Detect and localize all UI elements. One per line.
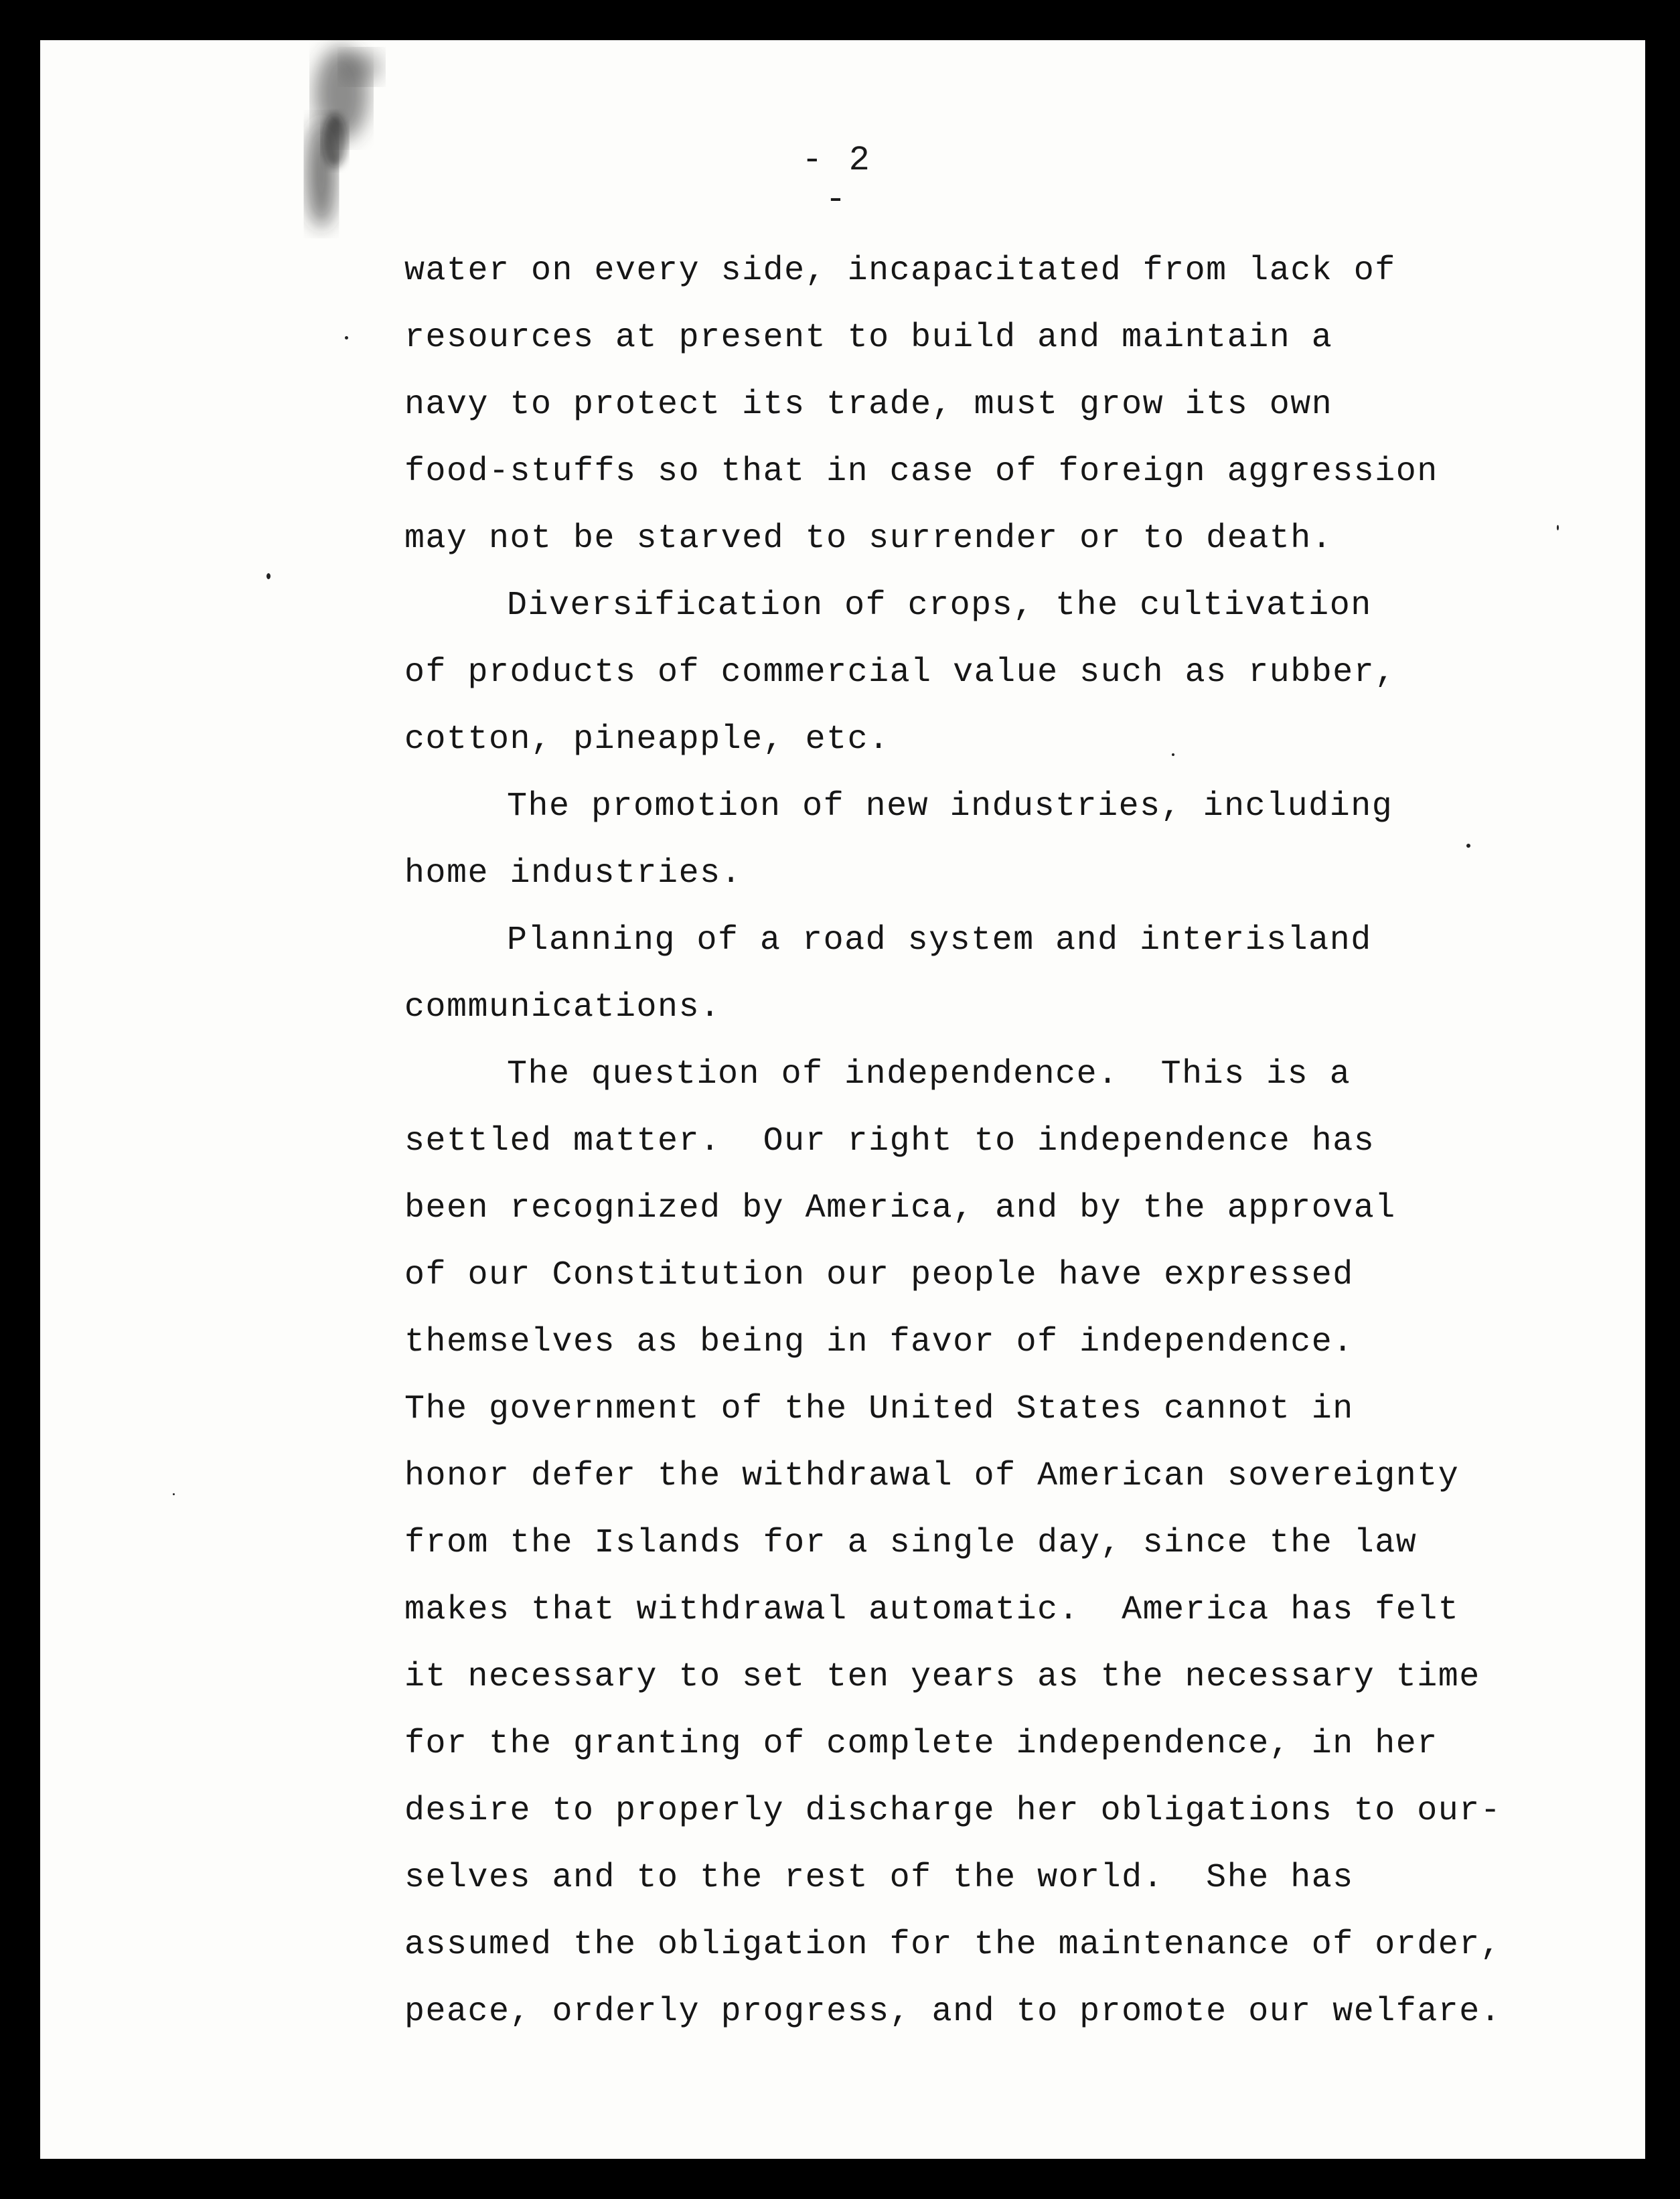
text-line: selves and to the rest of the world. She has [404, 1859, 1354, 1897]
text-line: may not be starved to surrender or to death. [404, 520, 1333, 558]
text-line: settled matter. Our right to independence has [404, 1122, 1375, 1160]
text-line: resources at present to build and maintain a [404, 319, 1333, 357]
speck [345, 336, 348, 339]
text-line: desire to properly discharge her obligations to our- [404, 1792, 1502, 1830]
text-line: communications. [404, 988, 721, 1027]
text-line: navy to protect its trade, must grow its own [404, 386, 1333, 424]
text-line: themselves as being in favor of independence. [404, 1323, 1354, 1361]
text-line: makes that withdrawal automatic. America has felt [404, 1591, 1460, 1629]
speck [173, 1493, 175, 1495]
body-text [404, 238, 1543, 2046]
text-line: The promotion of new industries, including [507, 787, 1393, 826]
text-line: The government of the United States cannot in [404, 1390, 1354, 1428]
text-line: peace, orderly progress, and to promote our welfare. [404, 1993, 1502, 2031]
speck [266, 573, 271, 579]
text-line: Diversification of crops, the cultivation [507, 587, 1372, 625]
document-page [40, 40, 1645, 2159]
text-line: assumed the obligation for the maintenance of order, [404, 1926, 1502, 1964]
text-line: been recognized by America, and by the approval [404, 1189, 1396, 1227]
page-number: - 2 - [801, 141, 872, 220]
text-line: it necessary to set ten years as the necessary time [404, 1658, 1480, 1696]
text-line: from the Islands for a single day, since the law [404, 1524, 1418, 1562]
text-line: of products of commercial value such as rubber, [404, 654, 1396, 692]
text-line: The question of independence. This is a [507, 1055, 1351, 1093]
text-line: home industries. [404, 854, 743, 893]
ink-smudge [241, 40, 429, 261]
speck [1557, 525, 1559, 530]
text-line: cotton, pineapple, etc. [404, 721, 890, 759]
text-line: Planning of a road system and interisland [507, 921, 1372, 960]
text-line: for the granting of complete independence, in her [404, 1725, 1438, 1763]
text-line: water on every side, incapacitated from lack of [404, 252, 1396, 290]
text-line: honor defer the withdrawal of American sovereignty [404, 1457, 1460, 1495]
text-line: food-stuffs so that in case of foreign aggression [404, 453, 1438, 491]
text-line: of our Constitution our people have expressed [404, 1256, 1354, 1294]
